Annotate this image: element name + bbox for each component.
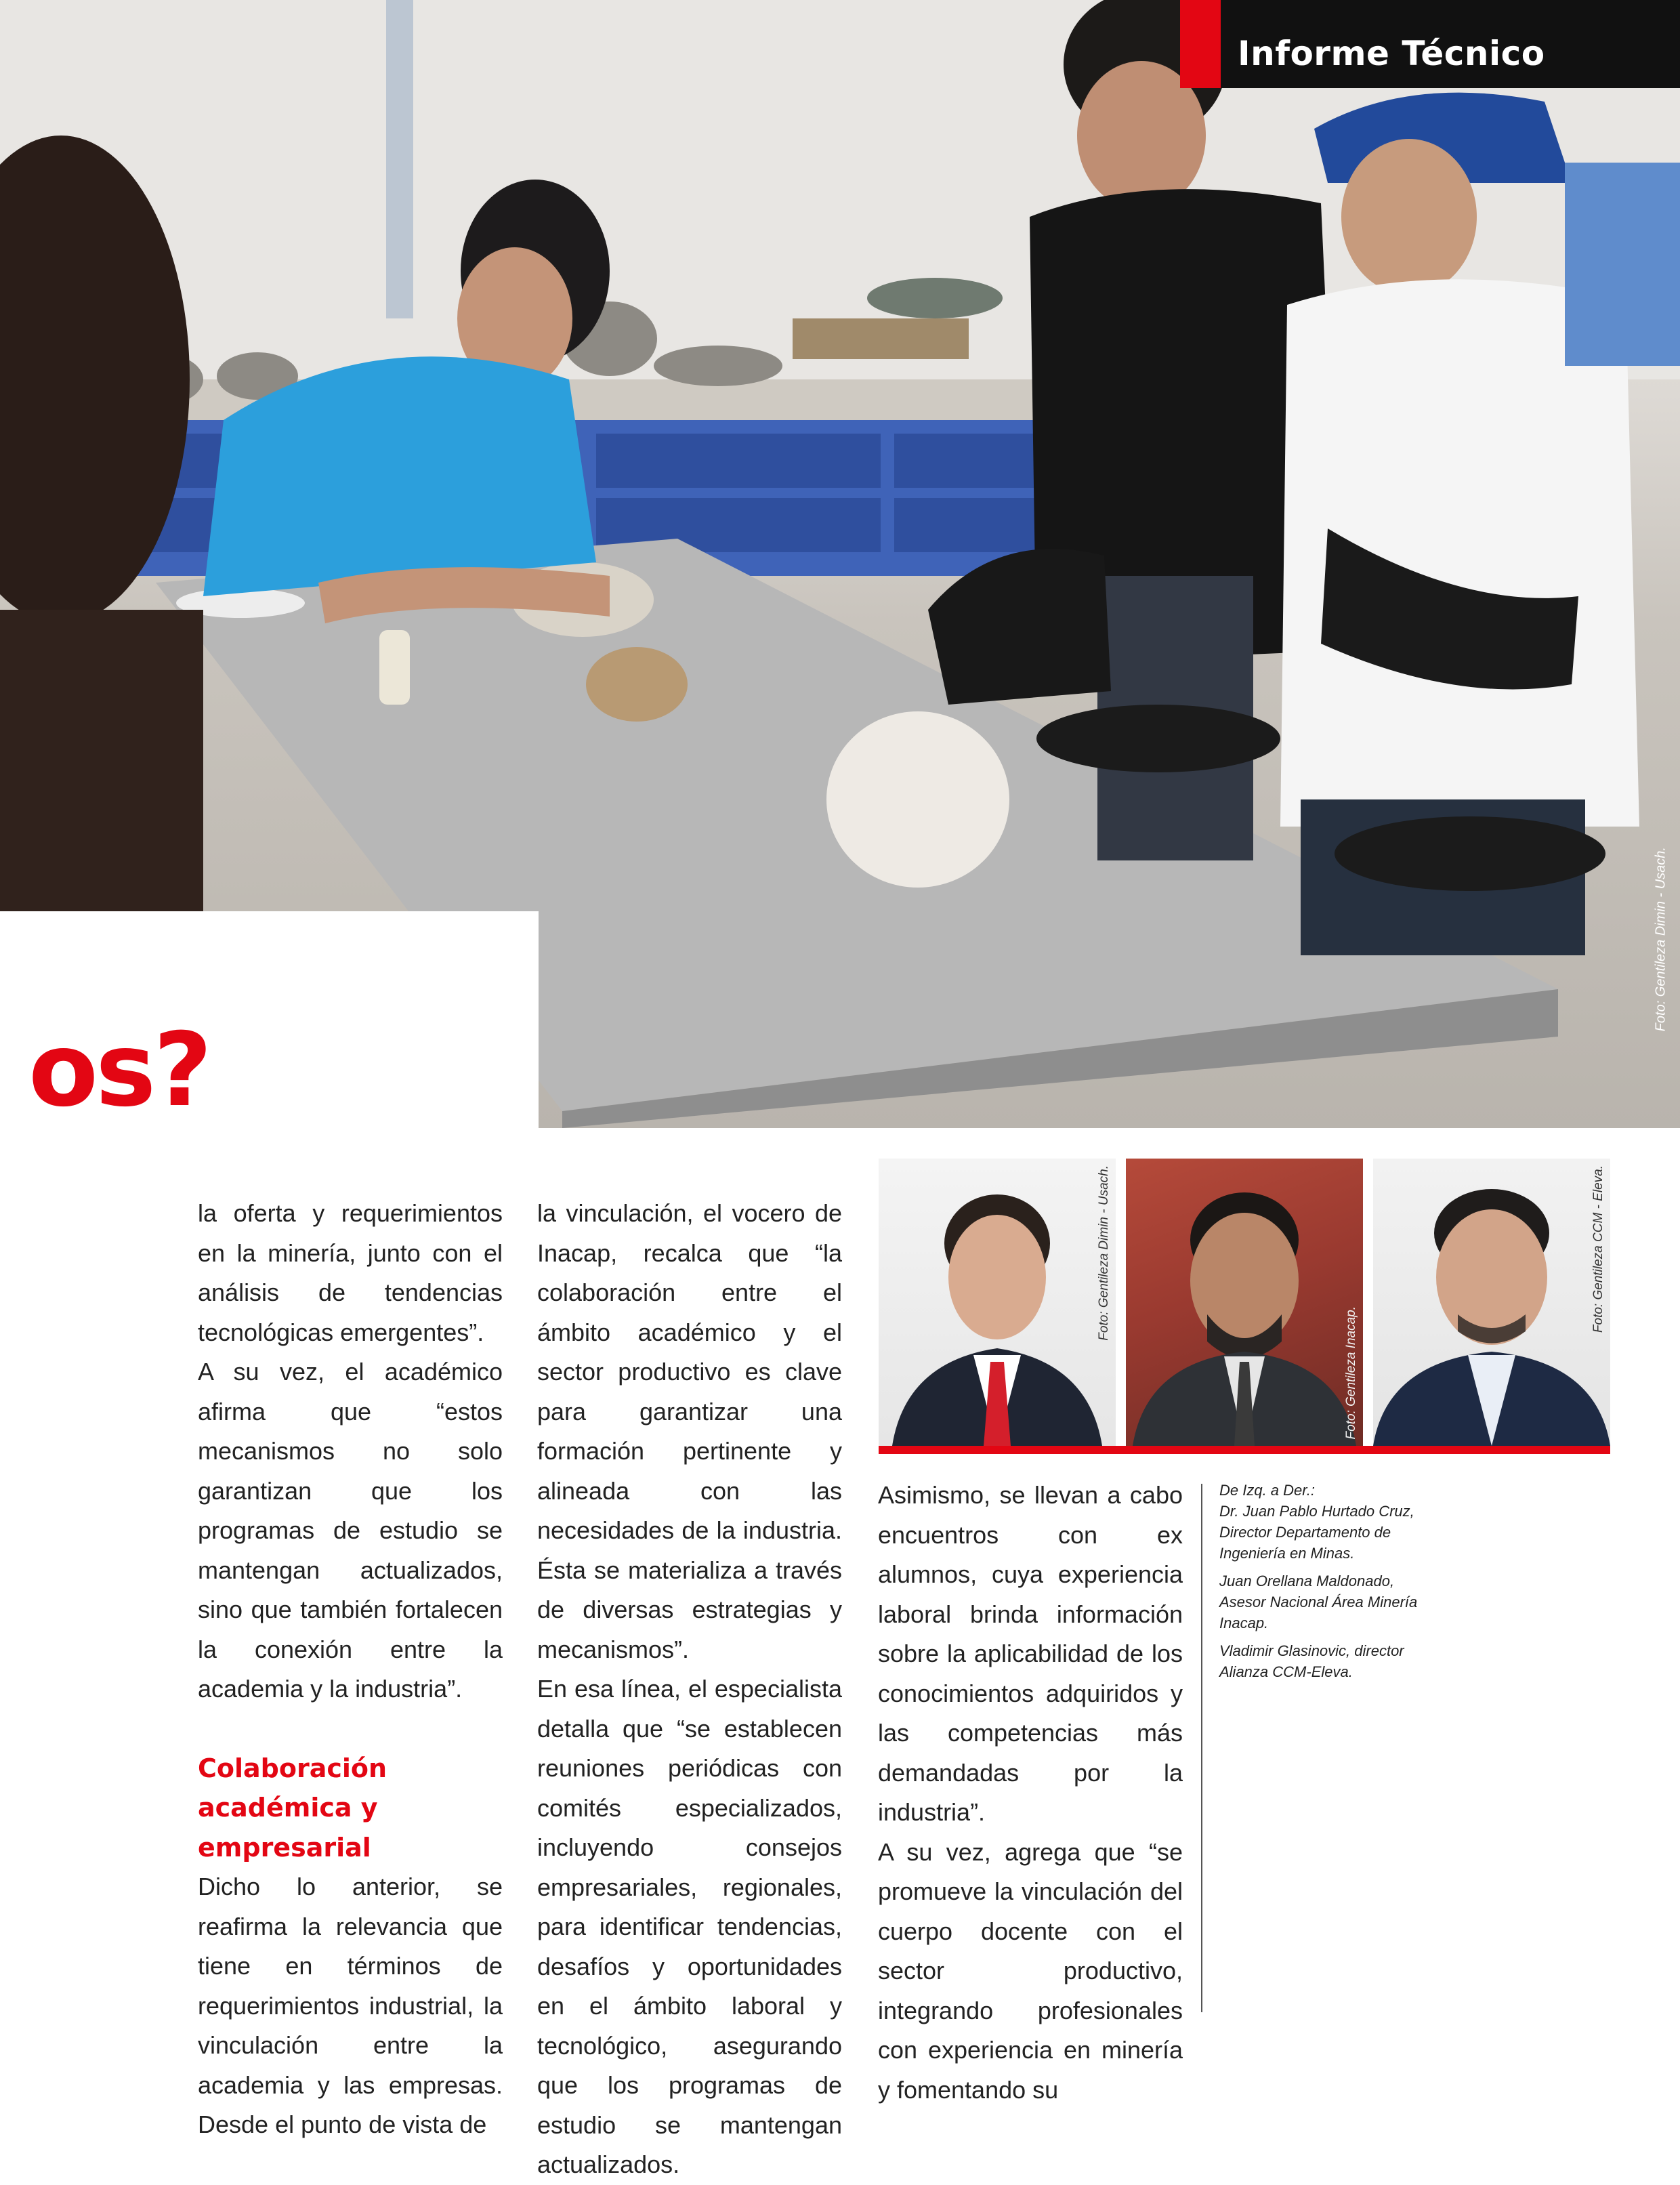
body-paragraph: A su vez, agrega que “se promueve la vinculación del cuerpo docente con el sector productivo, integrando profesionales con experiencia en minería y fomentando su bbox=[878, 1837, 1183, 2104]
body-paragraph: la vinculación, el vocero de Inacap, recalca que “la colaboración entre el ámbito académico y el sector productivo es clave para garantizar una formación pertinente y alineada con las necesidades de la industria. Ésta se materializa a través de diversas estrategias y mecanismos”. bbox=[537, 1199, 842, 1663]
body-paragraph: En esa línea, el especialista detalla que “se establecen reuniones periódicas con comités especializados, incluyendo consejos empresariales, regionales, para identificar tendencias, desafíos y oportunidades en el ámbito laboral y tecnológico, asegurando que los programas de estudio se mantengan actualizados. bbox=[537, 1675, 842, 2178]
body-column-3 bbox=[878, 1476, 1183, 2110]
body-column-1 bbox=[198, 1194, 503, 2145]
portrait-credit: Foto: Gentileza Inacap. bbox=[1344, 1306, 1358, 1439]
portrait-juan-pablo-hurtado bbox=[879, 1159, 1116, 1446]
caption-line: Vladimir Glasinovic, director Alianza CCM-Eleva. bbox=[1219, 1642, 1404, 1680]
portrait-strip bbox=[879, 1159, 1610, 1450]
portrait-credit: Foto: Gentileza CCM - Eleva. bbox=[1591, 1165, 1605, 1333]
body-paragraph: Asimismo, se llevan a cabo encuentros con ex alumnos, cuya experiencia laboral brinda información sobre la aplicabilidad de los conocimientos adquiridos y las competencias más demandadas por la industria”. bbox=[878, 1481, 1183, 1826]
portrait-juan-orellana bbox=[1126, 1159, 1363, 1446]
body-paragraph: la oferta y requerimientos en la minería, junto con el análisis de tendencias tecnológicas emergentes”. bbox=[198, 1199, 503, 1346]
subheading: Colaboración académica y empresarial bbox=[198, 1753, 387, 1863]
portrait-illustration bbox=[1373, 1159, 1610, 1446]
photo-caption bbox=[1219, 1480, 1443, 1689]
portrait-illustration bbox=[1126, 1159, 1363, 1446]
caption-line: De Izq. a Der.: bbox=[1219, 1482, 1316, 1499]
caption-line: Juan Orellana Maldonado, Asesor Nacional Área Minería Inacap. bbox=[1219, 1573, 1418, 1631]
section-label: Informe Técnico bbox=[1238, 34, 1545, 73]
portrait-illustration bbox=[879, 1159, 1116, 1446]
headline-fragment: os? bbox=[28, 1012, 210, 1129]
body-column-2 bbox=[537, 1194, 842, 2185]
section-tab-accent bbox=[1180, 0, 1221, 88]
hero-photo-credit: Foto: Gentileza Dimin - Usach. bbox=[1653, 847, 1668, 1032]
portrait-red-rule bbox=[879, 1446, 1610, 1454]
caption-rule bbox=[1201, 1484, 1202, 2012]
portrait-credit: Foto: Gentileza Dimin - Usach. bbox=[1097, 1165, 1111, 1341]
section-tab bbox=[1180, 0, 1680, 88]
body-paragraph: Dicho lo anterior, se reafirma la relevancia que tiene en términos de requerimientos industrial, la vinculación entre la academia y las empresas. Desde el punto de vista de bbox=[198, 1873, 503, 2138]
body-paragraph: A su vez, el académico afirma que “estos mecanismos no solo garantizan que los programas de estudio se mantengan actualizados, sino que también fortalecen la conexión entre la academia y la industria”. bbox=[198, 1358, 503, 1703]
caption-line: Dr. Juan Pablo Hurtado Cruz, Director Departamento de Ingeniería en Minas. bbox=[1219, 1503, 1414, 1562]
portrait-vladimir-glasinovic bbox=[1373, 1159, 1610, 1446]
